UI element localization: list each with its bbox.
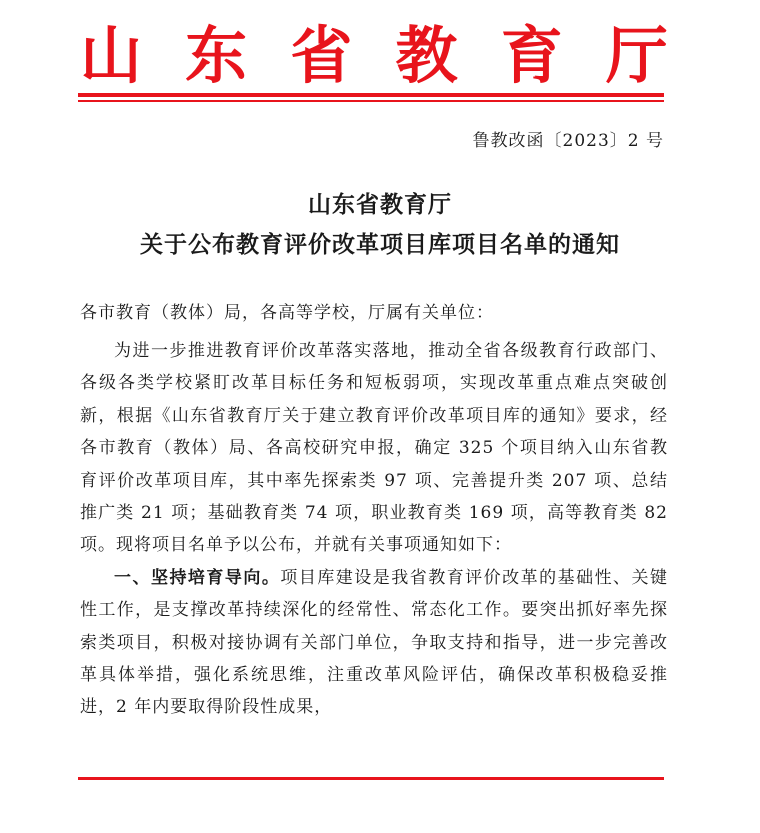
document-title-line2: 关于公布教育评价改革项目库项目名单的通知 [140, 232, 620, 258]
document-number: 鲁教改函〔2023〕2 号 [472, 131, 664, 151]
issuer-masthead [78, 20, 670, 92]
section-text: 项目库建设是我省教育评价改革的基础性、关键性工作，是支撑改革持续深化的经常性、常态化工作。要突出抓好率先探索类项目，积极对接协调有关部门单位，争取支持和指导，进一步完善改革具体举措，强化系统思维，注重改革风险评估，确保改革积极稳妥推进，2 年内要取得阶段性成果， [80, 567, 669, 718]
header-divider-thick [78, 93, 664, 97]
masthead-char: 省 [290, 19, 353, 92]
footer-divider [78, 777, 664, 780]
paragraph-section-1 [80, 562, 668, 724]
document-body [80, 335, 668, 724]
masthead-char: 育 [500, 19, 563, 92]
paragraph-intro: 为进一步推进教育评价改革落实落地，推动全省各级教育行政部门、各级各类学校紧盯改革目标任务和短板弱项，实现改革重点难点突破创新，根据《山东省教育厅关于建立教育评价改革项目库的通知》要求，经各市教育（教体）局、各高校研究申报，确定 325 个项目纳入山东省教育评价改革项目库，其中率先探索类 97 项、完善提升类 207 项、总结推广类 21 项；基础教育类 74 项，职业教育类 169 项，高等教育类 82 项。现将项目名单予以公布，并就有关事项通知如下： [80, 341, 668, 556]
salutation: 各市教育（教体）局，各高等学校，厅属有关单位： [80, 303, 494, 323]
header-divider-thin [78, 100, 664, 102]
masthead-char: 山 [79, 19, 142, 92]
masthead-char: 厅 [605, 19, 668, 92]
document-title-line1: 山东省教育厅 [308, 192, 452, 218]
masthead-char: 教 [395, 19, 458, 92]
section-heading: 一、坚持培育导向。 [114, 567, 281, 588]
masthead-char: 东 [185, 19, 248, 92]
